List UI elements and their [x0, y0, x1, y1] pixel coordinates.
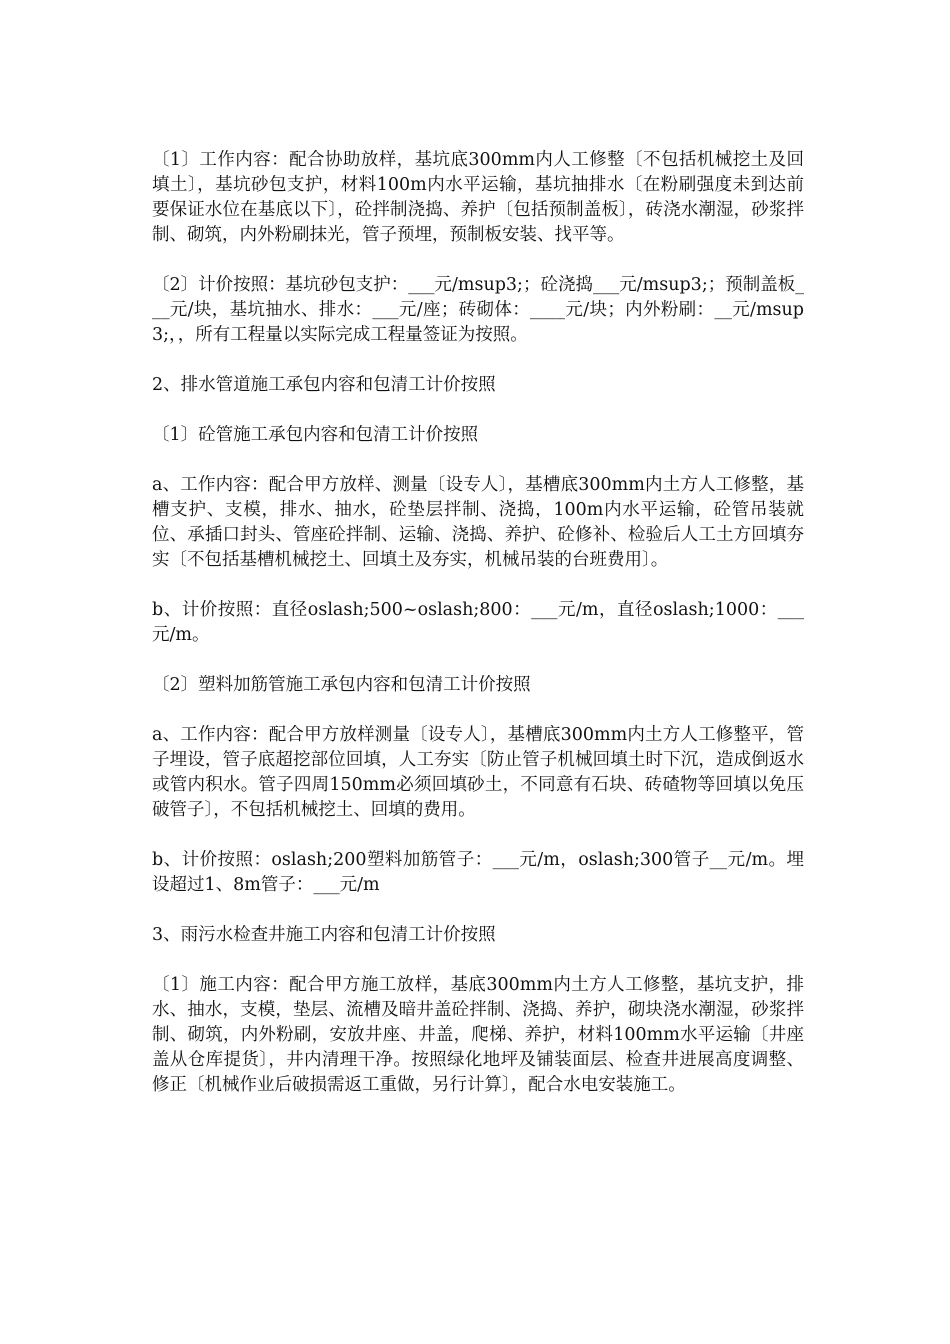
paragraph-pricing-basis: 〔2〕计价按照：基坑砂包支护：___元/msup3;；砼浇捣___元/msup3;；预制盖板___元/块，基坑抽水、排水：___元/座；砖砌体：____元/块；内外粉刷：__元/msup3;，，所有工程量以实际完成工程量签证为按照。	[152, 275, 804, 345]
document-body	[152, 148, 804, 1123]
paragraph-concrete-pipe-pricing: b、计价按照：直径oslash;500~oslash;800：___元/m，直径oslash;1000：___元/m。	[152, 600, 804, 645]
subsection-heading-concrete-pipe: 〔1〕砼管施工承包内容和包清工计价按照	[152, 425, 479, 445]
paragraph-work-content: 〔1〕工作内容：配合协助放样，基坑底300mm内人工修整〔不包括机械挖土及回填土〕，基坑砂包支护，材料100m内水平运输，基坑抽排水〔在粉刷强度未到达前要保证水位在基底以下〕，砼拌制浇捣、养护〔包括预制盖板〕，砖浇水潮湿，砂浆拌制、砌筑，内外粉刷抹光，管子预埋，预制板安装、找平等。	[152, 150, 804, 245]
paragraph-concrete-pipe-work: a、工作内容：配合甲方放样、测量〔设专人〕，基槽底300mm内土方人工修整，基槽支护、支模，排水、抽水，砼垫层拌制、浇捣，100m内水平运输，砼管吊装就位、承插口封头、管座砼拌制、运输、浇捣、养护、砼修补、检验后人工土方回填夯实〔不包括基槽机械挖土、回填土及夯实，机械吊装的台班费用〕。	[152, 475, 804, 570]
section-heading-drainage-pipe: 2、排水管道施工承包内容和包清工计价按照	[152, 375, 496, 395]
paragraph-plastic-pipe-pricing: b、计价按照：oslash;200塑料加筋管子：___元/m，oslash;300管子__元/m。埋设超过1、8m管子：___元/m	[152, 850, 804, 895]
section-heading-inspection-well: 3、雨污水检查井施工内容和包清工计价按照	[152, 925, 496, 945]
subsection-heading-plastic-pipe: 〔2〕塑料加筋管施工承包内容和包清工计价按照	[152, 675, 531, 695]
paragraph-plastic-pipe-work: a、工作内容：配合甲方放样测量〔设专人〕，基槽底300mm内土方人工修整平，管子埋设，管子底超挖部位回填，人工夯实〔防止管子机械回填土时下沉，造成倒返水或管内积水。管子四周150mm必须回填砂土，不同意有石块、砖碴物等回填以免压破管子〕，不包括机械挖土、回填的费用。	[152, 725, 804, 820]
paragraph-inspection-well-work: 〔1〕施工内容：配合甲方施工放样，基底300mm内土方人工修整，基坑支护，排水、抽水，支模，垫层、流槽及暗井盖砼拌制、浇捣、养护，砌块浇水潮湿，砂浆拌制、砌筑，内外粉刷，安放井座、井盖，爬梯、养护，材料100mm水平运输〔井座盖从仓库提货〕，井内清理干净。按照绿化地坪及铺装面层、检查井进展高度调整、修正〔机械作业后破损需返工重做，另行计算〕，配合水电安装施工。	[152, 975, 804, 1095]
